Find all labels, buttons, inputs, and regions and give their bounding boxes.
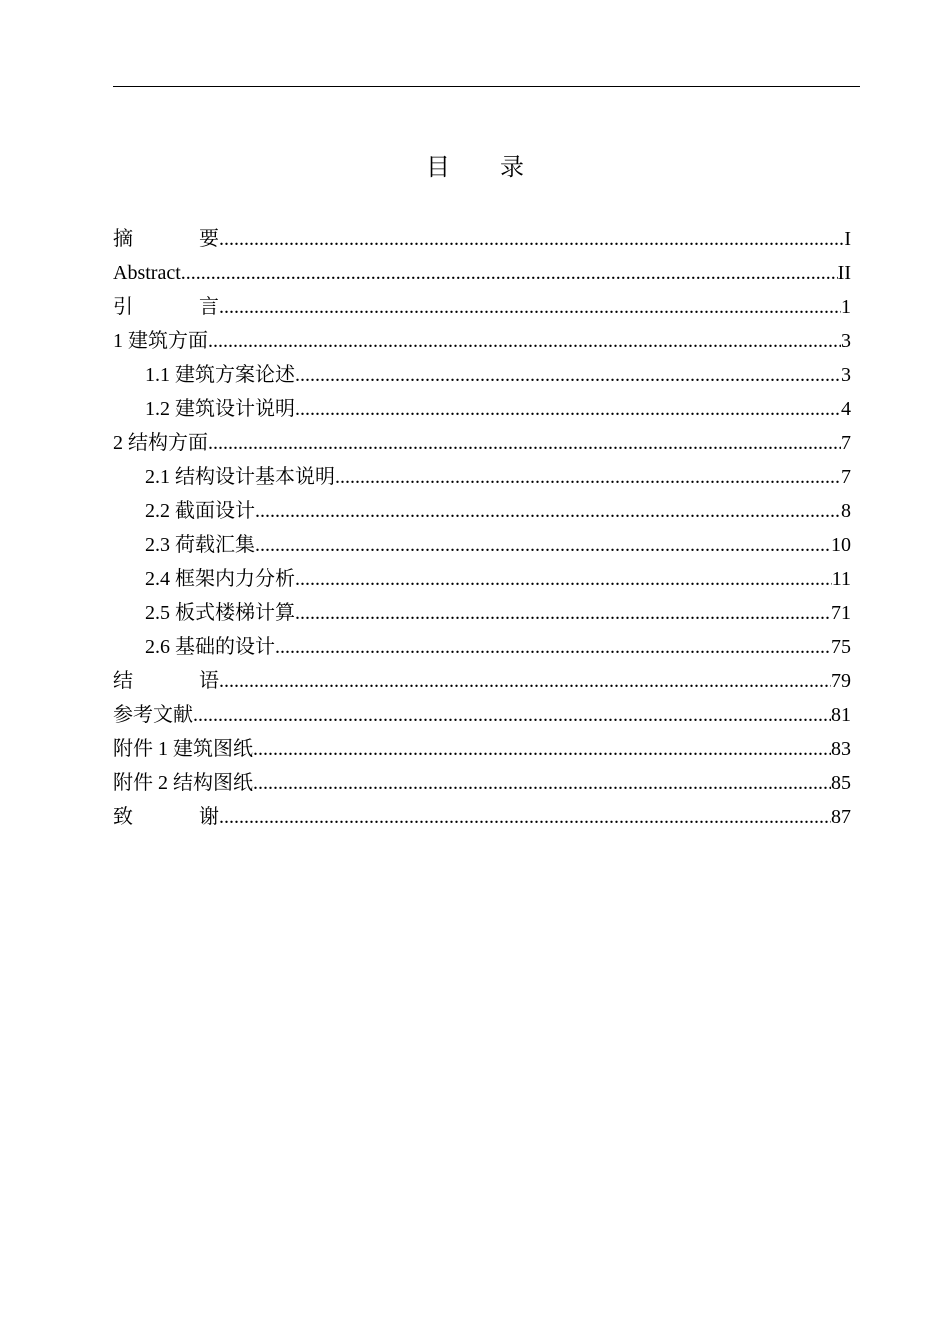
toc-entry-section-2-1[interactable] — [113, 460, 851, 494]
toc-entry-label: 2.4 框架内力分析 — [145, 568, 295, 590]
dot-leader — [208, 426, 841, 460]
toc-entry-section-1-2[interactable] — [113, 392, 851, 426]
dot-leader — [208, 324, 841, 358]
toc-entry-section-1-1[interactable] — [113, 358, 851, 392]
toc-entry-label — [113, 222, 219, 256]
toc-list — [113, 222, 851, 834]
toc-entry-label: 2 结构方面 — [113, 432, 208, 454]
dot-leader — [219, 664, 831, 698]
dot-leader — [255, 528, 831, 562]
toc-entry-label: 2.5 板式楼梯计算 — [145, 602, 295, 624]
toc-label-char-second: 语 — [199, 670, 219, 692]
toc-title-left: 目 — [426, 153, 450, 181]
toc-entry-page: 10 — [831, 534, 851, 556]
dot-leader — [255, 494, 841, 528]
toc-entry-page: 75 — [831, 636, 851, 658]
toc-entry-label — [113, 290, 219, 324]
toc-label-char-first: 致 — [113, 806, 133, 828]
toc-entry-page: I — [844, 228, 851, 250]
toc-entry-label: 附件 2 结构图纸 — [113, 772, 253, 794]
toc-entry-page: 85 — [831, 772, 851, 794]
toc-label-char-second: 要 — [199, 228, 219, 250]
dot-leader — [295, 392, 841, 426]
header-rule — [113, 86, 860, 87]
toc-entry-page: 7 — [841, 466, 851, 488]
toc-entry-label — [113, 800, 219, 834]
toc-title — [0, 150, 950, 184]
toc-title-right: 录 — [500, 153, 524, 181]
toc-entry-page: 4 — [841, 398, 851, 420]
toc-entry-appendix-2[interactable] — [113, 766, 851, 800]
dot-leader — [295, 596, 831, 630]
dot-leader — [295, 562, 832, 596]
toc-entry-label: 2.3 荷载汇集 — [145, 534, 255, 556]
toc-label-char-second: 谢 — [199, 806, 219, 828]
toc-entry-section-2-3[interactable] — [113, 528, 851, 562]
toc-entry-label: 2.6 基础的设计 — [145, 636, 275, 658]
toc-entry-label: Abstract — [113, 262, 181, 284]
toc-entry-section-2-6[interactable] — [113, 630, 851, 664]
toc-entry-page: 87 — [831, 806, 851, 828]
toc-entry-label: 1.2 建筑设计说明 — [145, 398, 295, 420]
toc-entry-conclusion[interactable] — [113, 664, 851, 698]
toc-entry-page: 3 — [841, 364, 851, 386]
toc-entry-label: 参考文献 — [113, 704, 193, 726]
toc-label-char-first: 摘 — [113, 228, 133, 250]
toc-label-char-first: 结 — [113, 670, 133, 692]
toc-entry-label: 1.1 建筑方案论述 — [145, 364, 295, 386]
toc-entry-abstract-cn[interactable] — [113, 222, 851, 256]
toc-entry-page: 11 — [831, 568, 851, 590]
toc-label-char-second: 言 — [199, 296, 219, 318]
toc-entry-page: 8 — [841, 500, 851, 522]
toc-entry-page: 1 — [841, 296, 851, 318]
dot-leader — [181, 256, 838, 290]
toc-entry-section-2-2[interactable] — [113, 494, 851, 528]
toc-entry-introduction[interactable] — [113, 290, 851, 324]
dot-leader — [253, 766, 831, 800]
toc-entry-page: 3 — [841, 330, 851, 352]
dot-leader — [253, 732, 831, 766]
toc-entry-page: 79 — [831, 670, 851, 692]
toc-entry-chapter-1[interactable] — [113, 324, 851, 358]
toc-entry-page: 81 — [831, 704, 851, 726]
toc-entry-label: 2.2 截面设计 — [145, 500, 255, 522]
dot-leader — [219, 222, 844, 256]
toc-entry-page: 83 — [831, 738, 851, 760]
toc-entry-appendix-1[interactable] — [113, 732, 851, 766]
dot-leader — [275, 630, 831, 664]
toc-entry-abstract-en[interactable] — [113, 256, 851, 290]
toc-entry-section-2-4[interactable] — [113, 562, 851, 596]
toc-entry-chapter-2[interactable] — [113, 426, 851, 460]
toc-entry-page: 71 — [831, 602, 851, 624]
dot-leader — [335, 460, 841, 494]
dot-leader — [219, 800, 831, 834]
toc-entry-references[interactable] — [113, 698, 851, 732]
toc-entry-label: 附件 1 建筑图纸 — [113, 738, 253, 760]
toc-entry-acknowledgements[interactable] — [113, 800, 851, 834]
toc-label-char-first: 引 — [113, 296, 133, 318]
dot-leader — [219, 290, 841, 324]
dot-leader — [295, 358, 841, 392]
dot-leader — [193, 698, 831, 732]
toc-entry-label: 1 建筑方面 — [113, 330, 208, 352]
toc-entry-label — [113, 664, 219, 698]
toc-entry-section-2-5[interactable] — [113, 596, 851, 630]
toc-entry-page: II — [837, 262, 851, 284]
toc-entry-label: 2.1 结构设计基本说明 — [145, 466, 335, 488]
toc-entry-page: 7 — [841, 432, 851, 454]
